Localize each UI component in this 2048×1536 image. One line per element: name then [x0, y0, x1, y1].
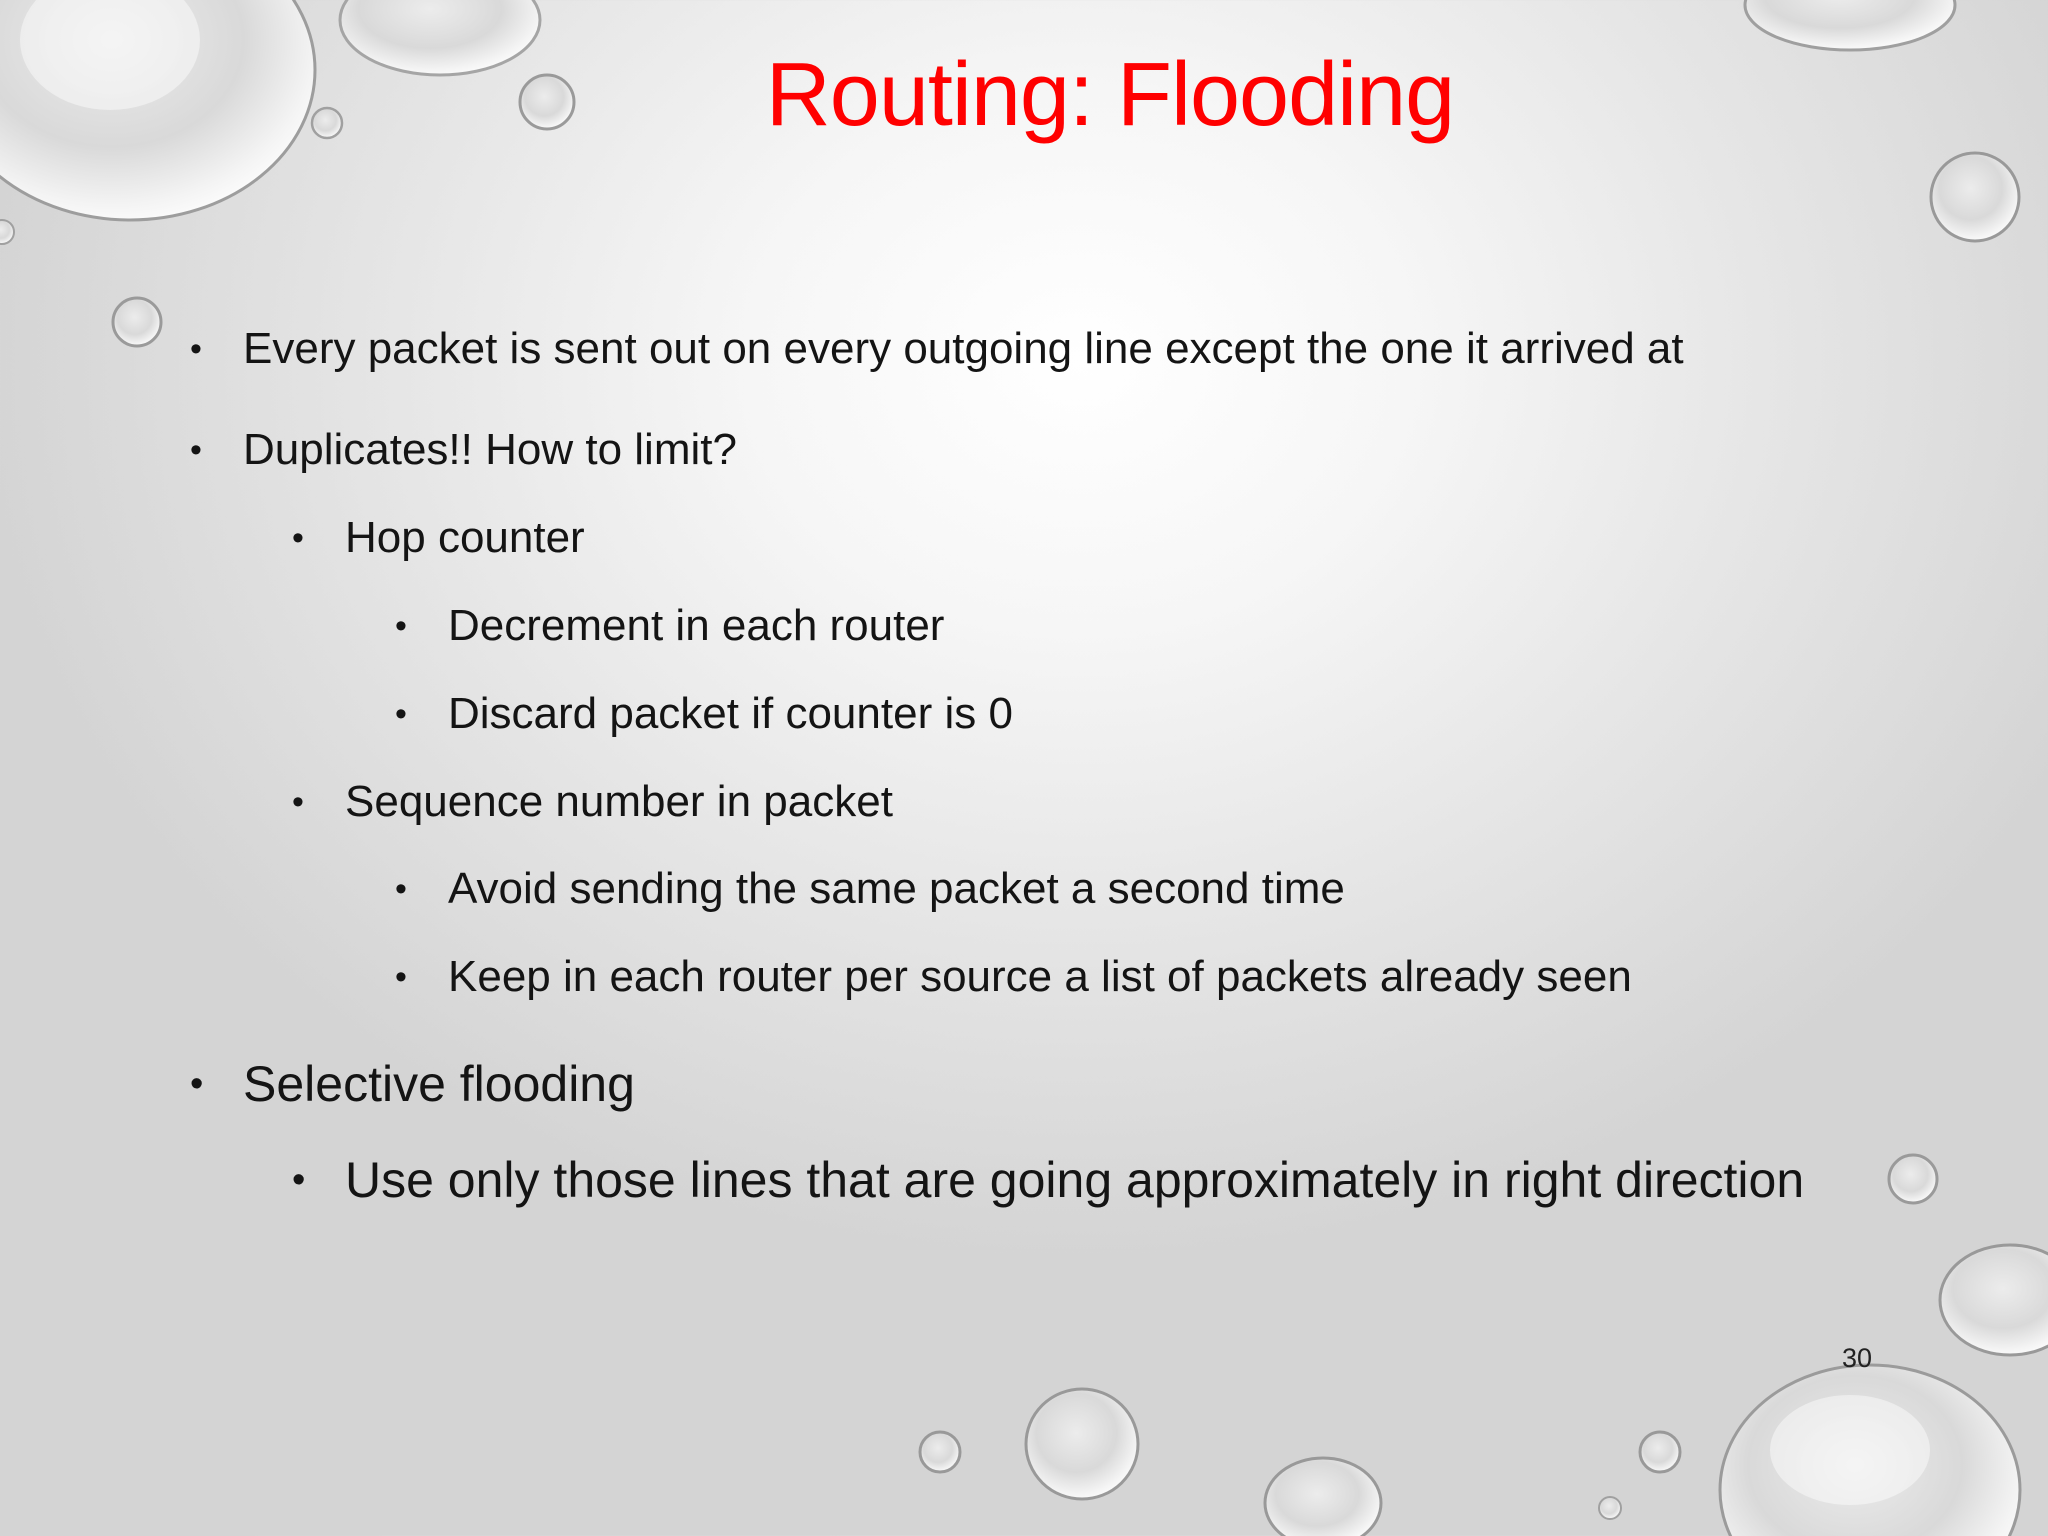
- bullet-glyph: •: [395, 695, 407, 733]
- bullet-text: Selective flooding: [243, 1056, 635, 1112]
- bullet-text: Every packet is sent out on every outgoing line except the one it arrived at: [243, 324, 1684, 373]
- bullet-text: Decrement in each router: [448, 601, 945, 650]
- bullet-glyph: •: [292, 1159, 306, 1201]
- bullet-text: Keep in each router per source a list of packets already seen: [448, 952, 1632, 1001]
- bullet-text: Sequence number in packet: [345, 777, 893, 826]
- bullet-text: Use only those lines that are going approximately in right direction: [345, 1152, 1805, 1208]
- bullet-glyph: •: [395, 607, 407, 645]
- bullet-glyph: •: [190, 1063, 204, 1105]
- bullet-glyph: •: [395, 958, 407, 996]
- page-number: 30: [1842, 1343, 1873, 1373]
- bullet-glyph: •: [292, 783, 304, 821]
- bullet-text: Hop counter: [345, 513, 585, 562]
- bullet-glyph: •: [190, 330, 202, 368]
- slide-title: Routing: Flooding: [765, 45, 1455, 145]
- bullet-text: Duplicates!! How to limit?: [243, 425, 737, 474]
- bullet-text: Discard packet if counter is 0: [448, 689, 1013, 738]
- bullet-glyph: •: [190, 431, 202, 469]
- bullet-glyph: •: [395, 870, 407, 908]
- bullet-glyph: •: [292, 519, 304, 557]
- bullet-text: Avoid sending the same packet a second time: [448, 864, 1345, 913]
